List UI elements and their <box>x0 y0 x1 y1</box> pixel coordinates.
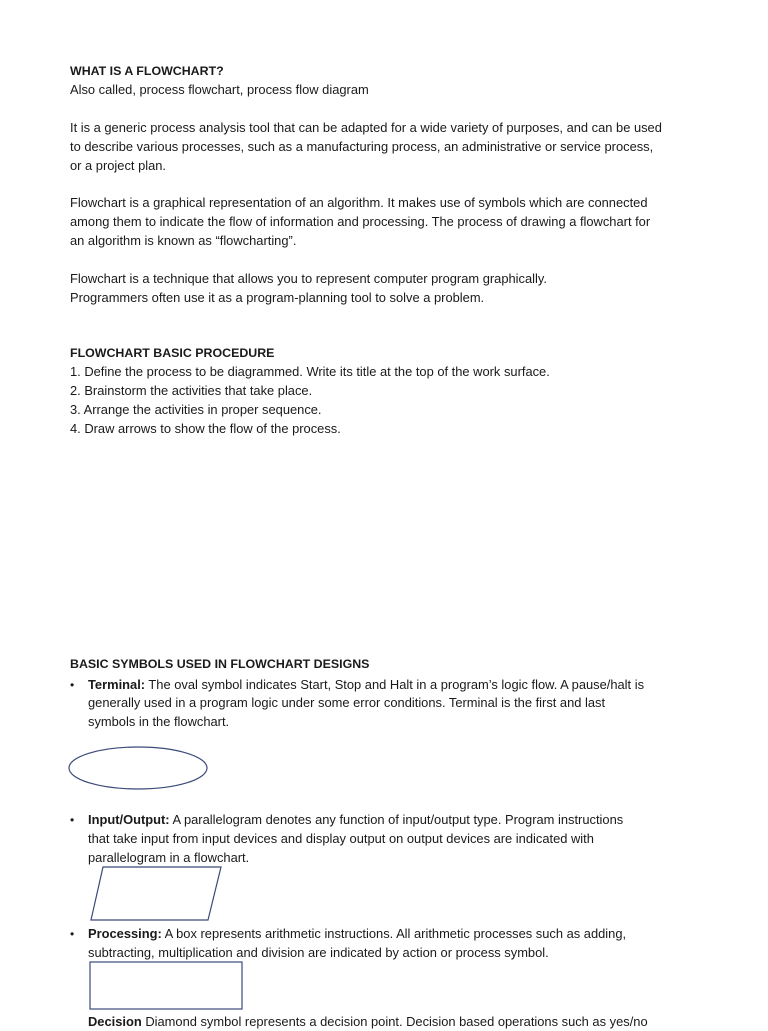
term-processing: Processing: <box>88 926 162 941</box>
para1-line: or a project plan. <box>70 158 167 173</box>
io-line <box>88 811 623 829</box>
terminal-line <box>88 676 644 694</box>
para1-line: It is a generic process analysis tool that can be adapted for a wide variety of purposes, and can be used <box>70 120 662 135</box>
terminal-oval-symbol <box>68 746 212 792</box>
processing-box-symbol <box>89 961 245 1011</box>
procedure-step: 2. Brainstorm the activities that take place. <box>70 383 313 398</box>
procedure-step: 3. Arrange the activities in proper sequence. <box>70 402 322 417</box>
heading-basic-procedure: FLOWCHART BASIC PROCEDURE <box>70 346 275 360</box>
heading-basic-symbols: BASIC SYMBOLS USED IN FLOWCHART DESIGNS <box>70 657 370 671</box>
para2-line: Flowchart is a graphical representation of an algorithm. It makes use of symbols which are connected <box>70 195 648 210</box>
procedure-step: 4. Draw arrows to show the flow of the process. <box>70 421 341 436</box>
decision-line <box>88 1013 648 1031</box>
io-line: parallelogram in a flowchart. <box>88 850 250 865</box>
term-input-output: Input/Output: <box>88 812 170 827</box>
bullet: • <box>70 678 75 692</box>
term-terminal: Terminal: <box>88 677 146 692</box>
bullet: • <box>70 813 75 827</box>
decision-text: Diamond symbol represents a decision point. Decision based operations such as yes/no <box>141 1014 648 1029</box>
processing-text: A box represents arithmetic instructions. All arithmetic processes such as adding, <box>161 926 627 941</box>
terminal-text: The oval symbol indicates Start, Stop and Halt in a program’s logic flow. A pause/halt is <box>145 677 645 692</box>
processing-line: subtracting, multiplication and division are indicated by action or process symbol. <box>88 945 549 960</box>
para3-line: Flowchart is a technique that allows you to represent computer program graphically. <box>70 271 547 286</box>
terminal-line: generally used in a program logic under some error conditions. Terminal is the first and last <box>88 695 606 710</box>
heading-what-is-flowchart: WHAT IS A FLOWCHART? <box>70 64 224 78</box>
para2-line: among them to indicate the flow of information and processing. The process of drawing a flowchart for <box>70 214 651 229</box>
io-text: A parallelogram denotes any function of input/output type. Program instructions <box>169 812 624 827</box>
subtitle: Also called, process flowchart, process flow diagram <box>70 82 369 97</box>
para2-line: an algorithm is known as “flowcharting”. <box>70 233 297 248</box>
terminal-line: symbols in the flowchart. <box>88 714 230 729</box>
procedure-step: 1. Define the process to be diagrammed. Write its title at the top of the work surface. <box>70 364 550 379</box>
io-line: that take input from input devices and display output on output devices are indicated with <box>88 831 594 846</box>
processing-line <box>88 925 626 943</box>
para3-line: Programmers often use it as a program-planning tool to solve a problem. <box>70 290 485 305</box>
bullet: • <box>70 927 75 941</box>
para1-line: to describe various processes, such as a manufacturing process, an administrative or service process, <box>70 139 654 154</box>
term-decision: Decision <box>88 1014 142 1029</box>
io-parallelogram-symbol <box>88 865 224 923</box>
